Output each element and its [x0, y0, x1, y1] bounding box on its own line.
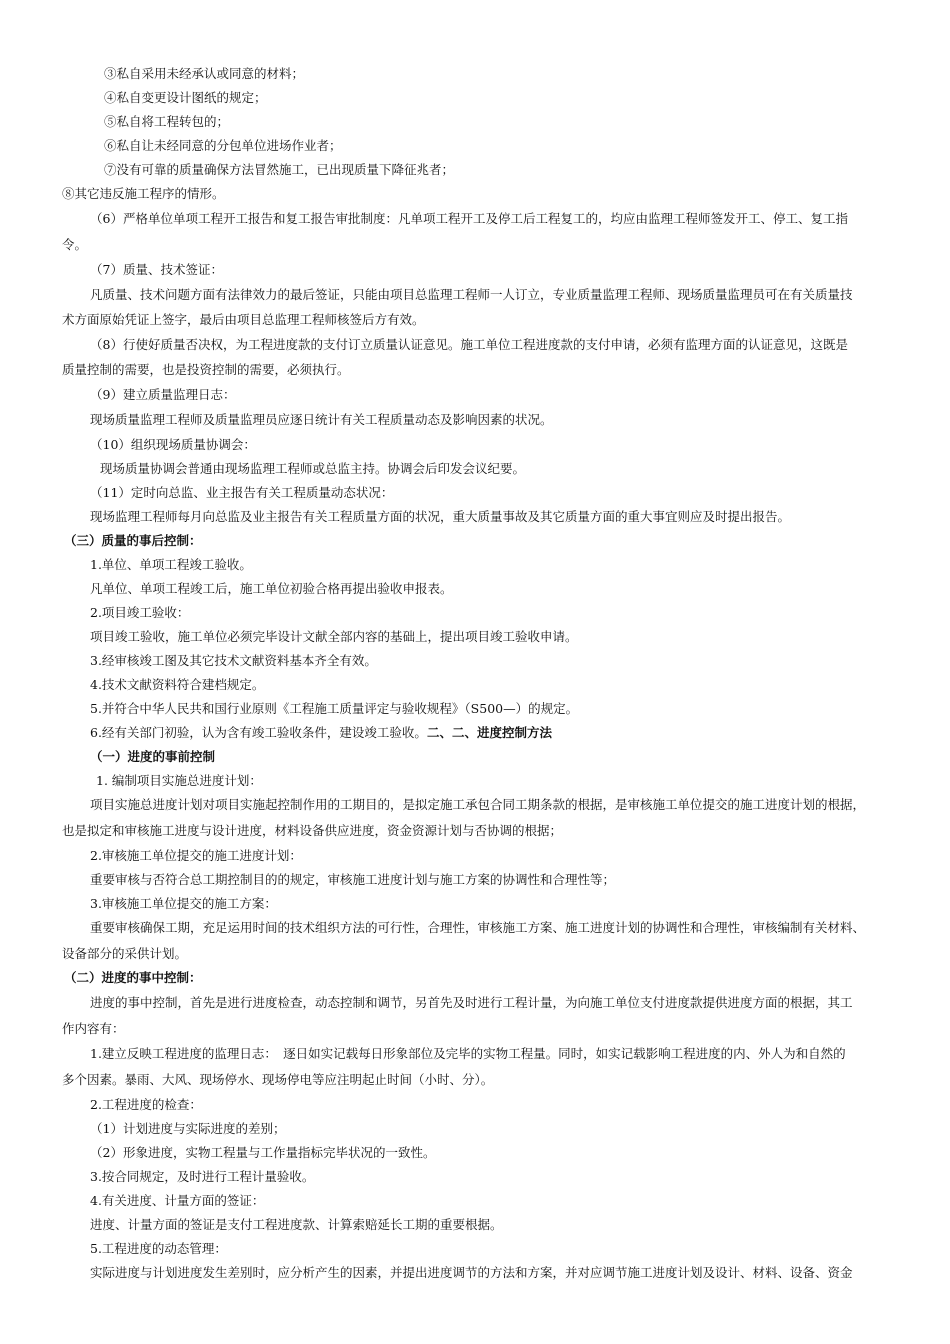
section-heading: （三）质量的事后控制：: [64, 533, 202, 548]
text-line: （10）组织现场质量协调会：: [90, 437, 256, 452]
text-line: 1. 编制项目实施总进度计划：: [96, 773, 262, 788]
text-line: [90, 725, 552, 741]
text-line: 设备部分的采供计划。: [62, 946, 188, 961]
text-line: 令。: [62, 237, 88, 252]
text-line: 凡质量、技术问题方面有法律效力的最后签证，只能由项目总监理工程师一人订立，专业质量监理工程师、现场质量监理员可在有关质量技: [90, 287, 853, 302]
text-line: 凡单位、单项工程竣工后，施工单位初验合格再提出验收申报表。: [90, 581, 453, 596]
text-line: （6）严格单位单项工程开工报告和复工报告审批制度：凡单项工程开工及停工后工程复工的，均应由监理工程师签发开工、停工、复工指: [90, 211, 848, 226]
text-line: ⑦没有可靠的质量确保方法冒然施工，已出现质量下降征兆者；: [104, 162, 455, 177]
text-run: 6.经有关部门初验，认为含有竣工验收条件，建设竣工验收。: [90, 725, 427, 740]
text-line: 3.按合同规定，及时进行工程计量验收。: [90, 1169, 315, 1184]
text-line: 2.项目竣工验收：: [90, 605, 190, 620]
text-line: 重要审核与否符合总工期控制目的的规定，审核施工进度计划与施工方案的协调性和合理性等；: [90, 872, 616, 887]
text-line: 1.建立反映工程进度的监理日志： 逐日如实记载每日形象部位及完毕的实物工程量。同时，如实记载影响工程进度的内、外人为和自然的: [90, 1046, 846, 1061]
text-line: 现场监理工程师每月向总监及业主报告有关工程质量方面的状况，重大质量事故及其它质量方面的重大事宜则应及时提出报告。: [90, 509, 791, 524]
text-line: 实际进度与计划进度发生差别时，应分析产生的因素，并提出进度调节的方法和方案，并对应调节施工进度计划及设计、材料、设备、资金: [90, 1265, 853, 1280]
text-line: （8）行使好质量否决权，为工程进度款的支付订立质量认证意见。施工单位工程进度款的支付申请，必须有监理方面的认证意见，这既是: [90, 337, 848, 352]
text-line: 3.审核施工单位提交的施工方案：: [90, 896, 277, 911]
text-line: 4.技术文献资料符合建档规定。: [90, 677, 265, 692]
text-line: 重要审核确保工期，充足运用时间的技术组织方法的可行性，合理性，审核施工方案、施工进度计划的协调性和合理性，审核编制有关材料、: [90, 920, 866, 935]
text-line: （2）形象进度，实物工程量与工作量指标完毕状况的一致性。: [90, 1145, 436, 1160]
text-line: 项目实施总进度计划对项目实施起控制作用的工期目的，是拟定施工承包合同工期条款的根据，是审核施工单位提交的施工进度计划的根据，: [90, 797, 866, 812]
text-line: 作内容有：: [62, 1021, 125, 1036]
text-line: 5.并符合中华人民共和国行业原则《工程施工质量评定与验收规程》（S500—）的规定。: [90, 701, 579, 716]
text-line: 术方面原始凭证上签字，最后由项目总监理工程师核签后方有效。: [62, 312, 425, 327]
text-line: 1.单位、单项工程竣工验收。: [90, 557, 252, 572]
text-line: 3.经审核竣工图及其它技术文献资料基本齐全有效。: [90, 653, 377, 668]
text-line: 多个因素。暴雨、大风、现场停水、现场停电等应注明起止时间（小时、分）。: [62, 1072, 494, 1087]
text-line: 4.有关进度、计量方面的签证：: [90, 1193, 265, 1208]
text-line: 质量控制的需要，也是投资控制的需要，必须执行。: [62, 362, 350, 377]
text-line: 2.工程进度的检查：: [90, 1097, 202, 1112]
text-line: 项目竣工验收，施工单位必须完毕设计文献全部内容的基础上，提出项目竣工验收申请。: [90, 629, 578, 644]
text-line: （11）定时向总监、业主报告有关工程质量动态状况：: [90, 485, 394, 500]
text-line: ⑤私自将工程转包的；: [104, 114, 230, 129]
text-line: 现场质量监理工程师及质量监理员应逐日统计有关工程质量动态及影响因素的状况。: [90, 412, 553, 427]
text-line: （1）计划进度与实际进度的差别；: [90, 1121, 286, 1136]
text-line: 进度、计量方面的签证是支付工程进度款、计算索赔延长工期的重要根据。: [90, 1217, 503, 1232]
text-line: ⑥私自让未经同意的分包单位进场作业者；: [104, 138, 342, 153]
text-line: 5.工程进度的动态管理：: [90, 1241, 227, 1256]
text-line: ④私自变更设计图纸的规定；: [104, 90, 267, 105]
text-line: 进度的事中控制，首先是进行进度检查，动态控制和调节，另首先及时进行工程计量，为向施工单位支付进度款提供进度方面的根据，其工: [90, 995, 853, 1010]
section-heading: （一）进度的事前控制: [90, 749, 216, 764]
text-line: 2.审核施工单位提交的施工进度计划：: [90, 848, 302, 863]
text-line: ③私自采用未经承认或同意的材料；: [104, 66, 305, 81]
text-line: 现场质量协调会普通由现场监理工程师或总监主持。协调会后印发会议纪要。: [100, 461, 526, 476]
text-line: ⑧其它违反施工程序的情形。: [62, 186, 225, 201]
text-line: （7）质量、技术签证：: [90, 262, 223, 277]
section-heading: 二、二、进度控制方法: [426, 725, 552, 740]
section-heading: （二）进度的事中控制：: [64, 970, 202, 985]
text-line: （9）建立质量监理日志：: [90, 387, 236, 402]
text-line: 也是拟定和审核施工进度与设计进度，材料设备供应进度，资金资源计划与否协调的根据；: [62, 823, 563, 838]
